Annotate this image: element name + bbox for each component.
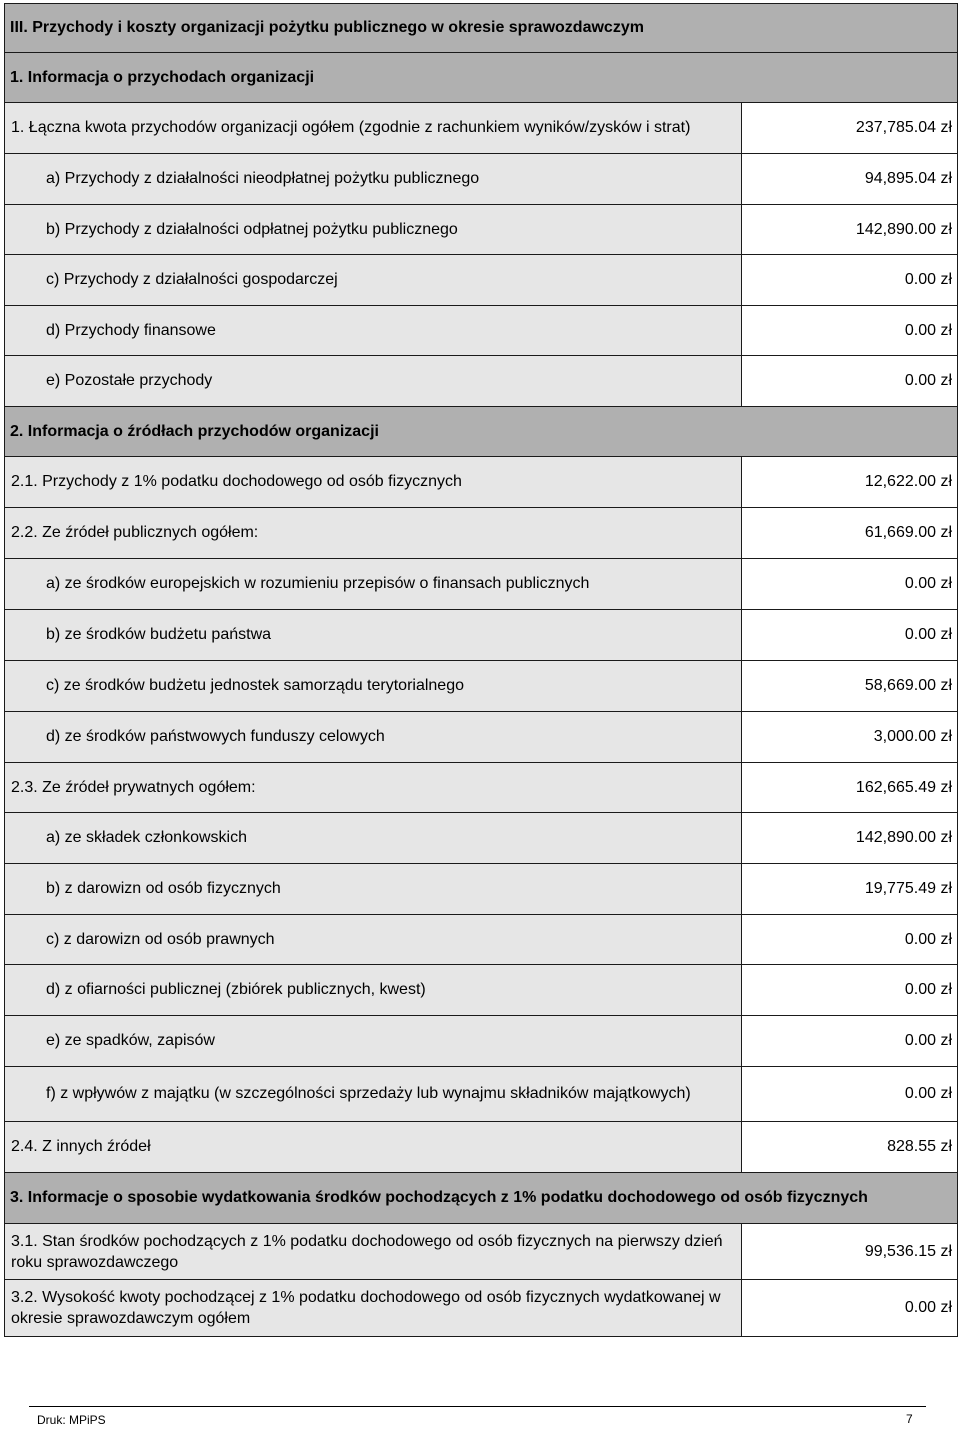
row-label: c) ze środków budżetu jednostek samorządu terytorialnego — [5, 661, 742, 712]
table-row — [5, 508, 958, 559]
table-row — [5, 661, 958, 712]
row-value: 142,890.00 zł — [742, 205, 958, 255]
row-value: 12,622.00 zł — [742, 457, 958, 508]
row-label: 1. Łączna kwota przychodów organizacji ogółem (zgodnie z rachunkiem wyników/zysków i strat) — [5, 103, 742, 154]
table-row — [5, 1280, 958, 1337]
table-row — [5, 864, 958, 915]
table-row — [5, 1067, 958, 1122]
row-label: a) ze składek członkowskich — [5, 813, 742, 864]
row-value: 0.00 zł — [742, 1280, 958, 1337]
table-row — [5, 965, 958, 1016]
row-label: b) z darowizn od osób fizycznych — [5, 864, 742, 915]
row-value: 142,890.00 zł — [742, 813, 958, 864]
row-label: 2.4. Z innych źródeł — [5, 1122, 742, 1173]
row-label: b) Przychody z działalności odpłatnej pożytku publicznego — [5, 205, 742, 255]
table-row — [5, 255, 958, 306]
row-label: b) ze środków budżetu państwa — [5, 610, 742, 661]
row-value: 3,000.00 zł — [742, 712, 958, 763]
row-label: d) Przychody finansowe — [5, 306, 742, 356]
table-row — [5, 1224, 958, 1280]
row-value: 0.00 zł — [742, 965, 958, 1016]
table-row — [5, 1016, 958, 1067]
row-label: a) Przychody z działalności nieodpłatnej pożytku publicznego — [5, 154, 742, 205]
row-value: 0.00 zł — [742, 1067, 958, 1122]
row-label: e) ze spadków, zapisów — [5, 1016, 742, 1067]
footer-divider — [29, 1406, 926, 1407]
page-number: 7 — [906, 1412, 913, 1426]
row-label: d) z ofiarności publicznej (zbiórek publicznych, kwest) — [5, 965, 742, 1016]
table-row — [5, 103, 958, 154]
row-label: 2.2. Ze źródeł publicznych ogółem: — [5, 508, 742, 559]
table-row — [5, 559, 958, 610]
row-value: 828.55 zł — [742, 1122, 958, 1173]
row-value: 58,669.00 zł — [742, 661, 958, 712]
row-value: 0.00 zł — [742, 255, 958, 306]
row-value: 19,775.49 zł — [742, 864, 958, 915]
row-label: e) Pozostałe przychody — [5, 356, 742, 407]
row-value: 0.00 zł — [742, 559, 958, 610]
table-row — [5, 712, 958, 763]
row-value: 0.00 zł — [742, 610, 958, 661]
row-value: 99,536.15 zł — [742, 1224, 958, 1280]
row-value: 0.00 zł — [742, 306, 958, 356]
row-label: f) z wpływów z majątku (w szczególności sprzedaży lub wynajmu składników majątkowych) — [5, 1067, 742, 1122]
table-row — [5, 306, 958, 356]
row-value: 162,665.49 zł — [742, 763, 958, 813]
table-row — [5, 457, 958, 508]
row-value: 237,785.04 zł — [742, 103, 958, 154]
row-value: 61,669.00 zł — [742, 508, 958, 559]
table-row — [5, 1122, 958, 1173]
financial-report-table — [4, 3, 958, 1337]
row-label: d) ze środków państwowych funduszy celowych — [5, 712, 742, 763]
table-row — [5, 915, 958, 965]
footer-print-label: Druk: MPiPS — [37, 1413, 106, 1427]
row-label: c) z darowizn od osób prawnych — [5, 915, 742, 965]
row-label: c) Przychody z działalności gospodarczej — [5, 255, 742, 306]
row-value: 0.00 zł — [742, 1016, 958, 1067]
row-value: 0.00 zł — [742, 356, 958, 407]
table-row — [5, 610, 958, 661]
table-row — [5, 813, 958, 864]
row-label: a) ze środków europejskich w rozumieniu przepisów o finansach publicznych — [5, 559, 742, 610]
section-3-title: 3. Informacje o sposobie wydatkowania środków pochodzących z 1% podatku dochodowego od osób fizycznych — [5, 1173, 958, 1224]
row-label: 2.1. Przychody z 1% podatku dochodowego od osób fizycznych — [5, 457, 742, 508]
table-row — [5, 205, 958, 255]
row-value: 94,895.04 zł — [742, 154, 958, 205]
table-row — [5, 154, 958, 205]
section-1-title: 1. Informacja o przychodach organizacji — [5, 53, 958, 103]
table-row — [5, 763, 958, 813]
row-label: 3.1. Stan środków pochodzących z 1% podatku dochodowego od osób fizycznych na pierwszy dzień roku sprawozdawczego — [5, 1224, 742, 1280]
row-label: 2.3. Ze źródeł prywatnych ogółem: — [5, 763, 742, 813]
section-2-title: 2. Informacja o źródłach przychodów organizacji — [5, 407, 958, 457]
section-iii-title: III. Przychody i koszty organizacji pożytku publicznego w okresie sprawozdawczym — [5, 4, 958, 53]
table-row — [5, 356, 958, 407]
row-value: 0.00 zł — [742, 915, 958, 965]
row-label: 3.2. Wysokość kwoty pochodzącej z 1% podatku dochodowego od osób fizycznych wydatkowanej w okresie sprawozdawczym ogółem — [5, 1280, 742, 1337]
